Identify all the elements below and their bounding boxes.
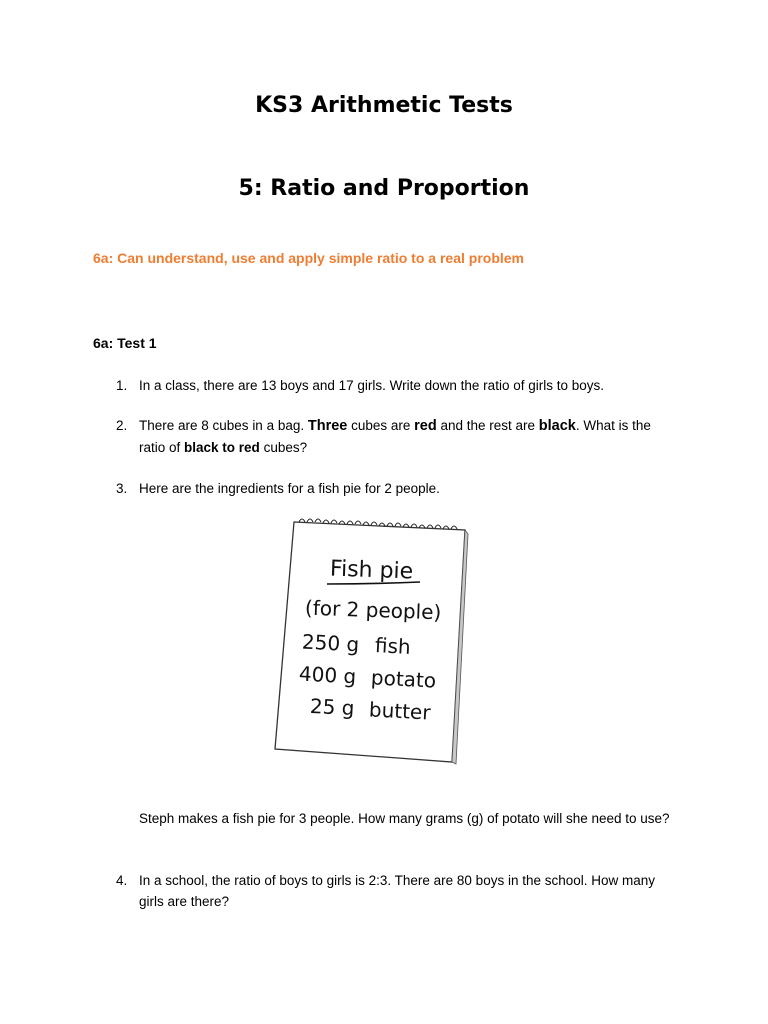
test-heading: 6a: Test 1 — [93, 335, 157, 351]
recipe-serves: (for 2 people) — [304, 595, 442, 625]
question-number: 4. — [116, 873, 128, 888]
recipe-amount: 400 g — [298, 661, 357, 689]
question-1 — [116, 375, 676, 396]
emphasis-three: Three — [307, 418, 348, 434]
text-segment: cubes? — [259, 440, 308, 455]
emphasis-black: black — [538, 418, 576, 434]
recipe-notepad-image — [272, 512, 472, 767]
question-3-followup: Steph makes a fish pie for 3 people. How many grams (g) of potato will she need to use? — [139, 811, 670, 826]
learning-objective: 6a: Can understand, use and apply simple ratio to a real problem — [93, 250, 524, 266]
question-number: 2. — [116, 418, 128, 433]
page-subtitle: 5: Ratio and Proportion — [238, 176, 530, 201]
question-2 — [116, 415, 676, 458]
text-segment: cubes are — [347, 418, 415, 433]
question-text: In a class, there are 13 boys and 17 girls. Write down the ratio of girls to boys. — [139, 378, 604, 393]
recipe-item: butter — [368, 697, 432, 725]
question-text — [139, 415, 676, 458]
text-segment: . What is the ratio of — [139, 418, 651, 455]
recipe-item: potato — [370, 665, 437, 693]
emphasis-black-to-red: black to red — [184, 440, 260, 455]
recipe-amount: 250 g — [301, 629, 360, 657]
question-number: 3. — [116, 481, 128, 496]
recipe-amount: 25 g — [309, 693, 356, 721]
emphasis-red: red — [414, 418, 437, 434]
recipe-title: Fish pie — [329, 556, 414, 585]
question-3 — [116, 478, 676, 499]
question-text: Here are the ingredients for a fish pie for 2 people. — [139, 481, 440, 496]
recipe-item: fish — [374, 633, 412, 659]
question-4 — [116, 870, 676, 912]
text-segment: There are 8 cubes in a bag. — [139, 418, 308, 433]
question-text: In a school, the ratio of boys to girls is 2:3. There are 80 boys in the school. How many girls are there? — [139, 873, 656, 909]
text-segment: and the rest are — [436, 418, 539, 433]
page-title: KS3 Arithmetic Tests — [255, 93, 513, 118]
question-number: 1. — [116, 378, 128, 393]
